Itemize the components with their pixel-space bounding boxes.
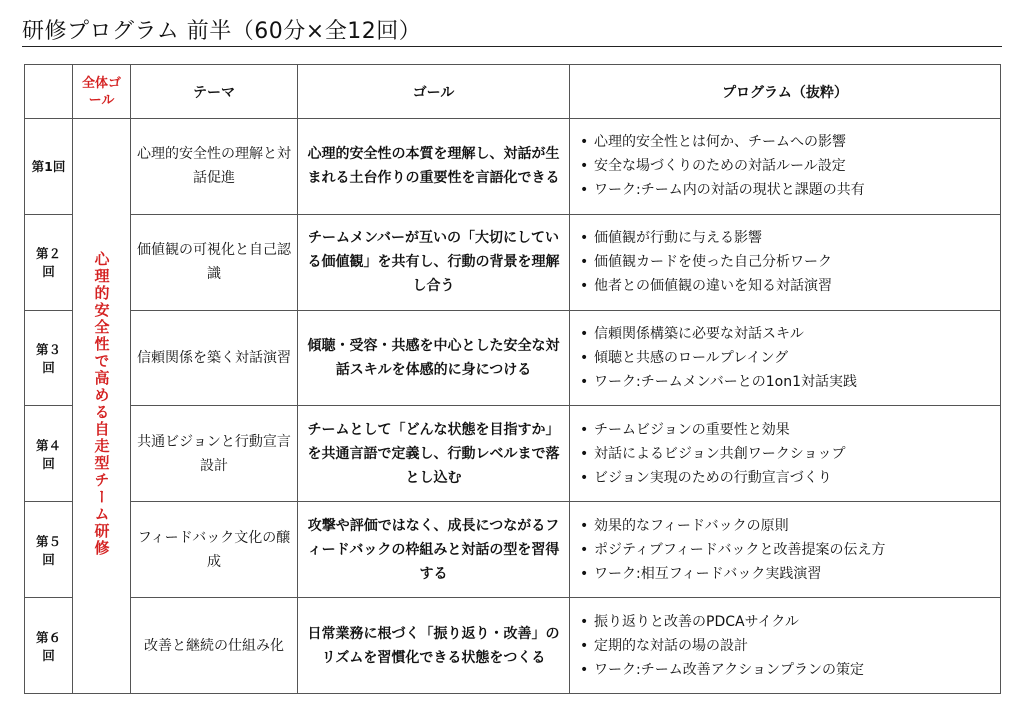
program-item: • 他者との価値観の違いを知る対話演習 <box>594 274 994 298</box>
session-program <box>570 119 1001 215</box>
program-item: • ワーク:相互フィードバック実践演習 <box>594 562 994 586</box>
program-item: • 信頼関係構築に必要な対話スキル <box>594 322 994 346</box>
session-program <box>570 310 1001 406</box>
session-label: 第２回 <box>25 214 73 310</box>
session-program <box>570 406 1001 502</box>
program-item: • チームビジョンの重要性と効果 <box>594 418 994 442</box>
session-label: 第３回 <box>25 310 73 406</box>
session-theme: フィードバック文化の醸成 <box>131 502 298 598</box>
session-theme: 改善と継続の仕組み化 <box>131 598 298 694</box>
header-row <box>25 65 1001 119</box>
program-item: • ワーク:チーム内の対話の現状と課題の共有 <box>594 178 994 202</box>
session-goal: 傾聴・受容・共感を中心とした安全な対話スキルを体感的に身につける <box>298 310 570 406</box>
session-goal: 日常業務に根づく「振り返り・改善」のリズムを習慣化できる状態をつくる <box>298 598 570 694</box>
header-overall-goal: 全体ゴール <box>73 65 131 119</box>
session-label: 第４回 <box>25 406 73 502</box>
program-table <box>24 64 1001 694</box>
program-item: • 心理的安全性とは何か、チームへの影響 <box>594 130 994 154</box>
session-row <box>25 310 1001 406</box>
session-theme: 共通ビジョンと行動宣言設計 <box>131 406 298 502</box>
session-row <box>25 598 1001 694</box>
session-row <box>25 214 1001 310</box>
header-program: プログラム（抜粋） <box>570 65 1001 119</box>
session-program <box>570 598 1001 694</box>
session-label: 第６回 <box>25 598 73 694</box>
program-item: • ワーク:チーム改善アクションプランの策定 <box>594 658 994 682</box>
session-theme: 価値観の可視化と自己認識 <box>131 214 298 310</box>
title-divider <box>22 46 1002 47</box>
program-item: • ポジティブフィードバックと改善提案の伝え方 <box>594 538 994 562</box>
program-item: • 価値観カードを使った自己分析ワーク <box>594 250 994 274</box>
header-goal: ゴール <box>298 65 570 119</box>
session-theme: 信頼関係を築く対話演習 <box>131 310 298 406</box>
header-theme: テーマ <box>131 65 298 119</box>
program-item: • 安全な場づくりのための対話ルール設定 <box>594 154 994 178</box>
session-row <box>25 502 1001 598</box>
session-label: 第５回 <box>25 502 73 598</box>
program-item: • 傾聴と共感のロールプレイング <box>594 346 994 370</box>
session-goal: チームとして「どんな状態を目指すか」を共通言語で定義し、行動レベルまで落とし込む <box>298 406 570 502</box>
program-item: • ワーク:チームメンバーとの1on1対話実践 <box>594 370 994 394</box>
session-row <box>25 119 1001 215</box>
overall-goal-cell <box>73 119 131 694</box>
program-item: • ビジョン実現のための行動宣言づくり <box>594 466 994 490</box>
session-row <box>25 406 1001 502</box>
session-label: 第1回 <box>25 119 73 215</box>
program-item: • 振り返りと改善のPDCAサイクル <box>594 610 994 634</box>
session-goal: チームメンバーが互いの「大切にしている価値観」を共有し、行動の背景を理解し合う <box>298 214 570 310</box>
session-goal: 攻撃や評価ではなく、成長につながるフィードバックの枠組みと対話の型を習得する <box>298 502 570 598</box>
program-item: • 価値観が行動に与える影響 <box>594 226 994 250</box>
program-item: • 定期的な対話の場の設計 <box>594 634 994 658</box>
program-item: • 対話によるビジョン共創ワークショップ <box>594 442 994 466</box>
page-title: 研修プログラム 前半（60分×全12回） <box>22 19 422 44</box>
session-program <box>570 214 1001 310</box>
session-goal: 心理的安全性の本質を理解し、対話が生まれる土台作りの重要性を言語化できる <box>298 119 570 215</box>
session-theme: 心理的安全性の理解と対話促進 <box>131 119 298 215</box>
header-blank <box>25 65 73 119</box>
program-item: • 効果的なフィードバックの原則 <box>594 514 994 538</box>
overall-goal-text: 心理的安全性で高める自走型チーム研修 <box>92 251 111 557</box>
session-program <box>570 502 1001 598</box>
